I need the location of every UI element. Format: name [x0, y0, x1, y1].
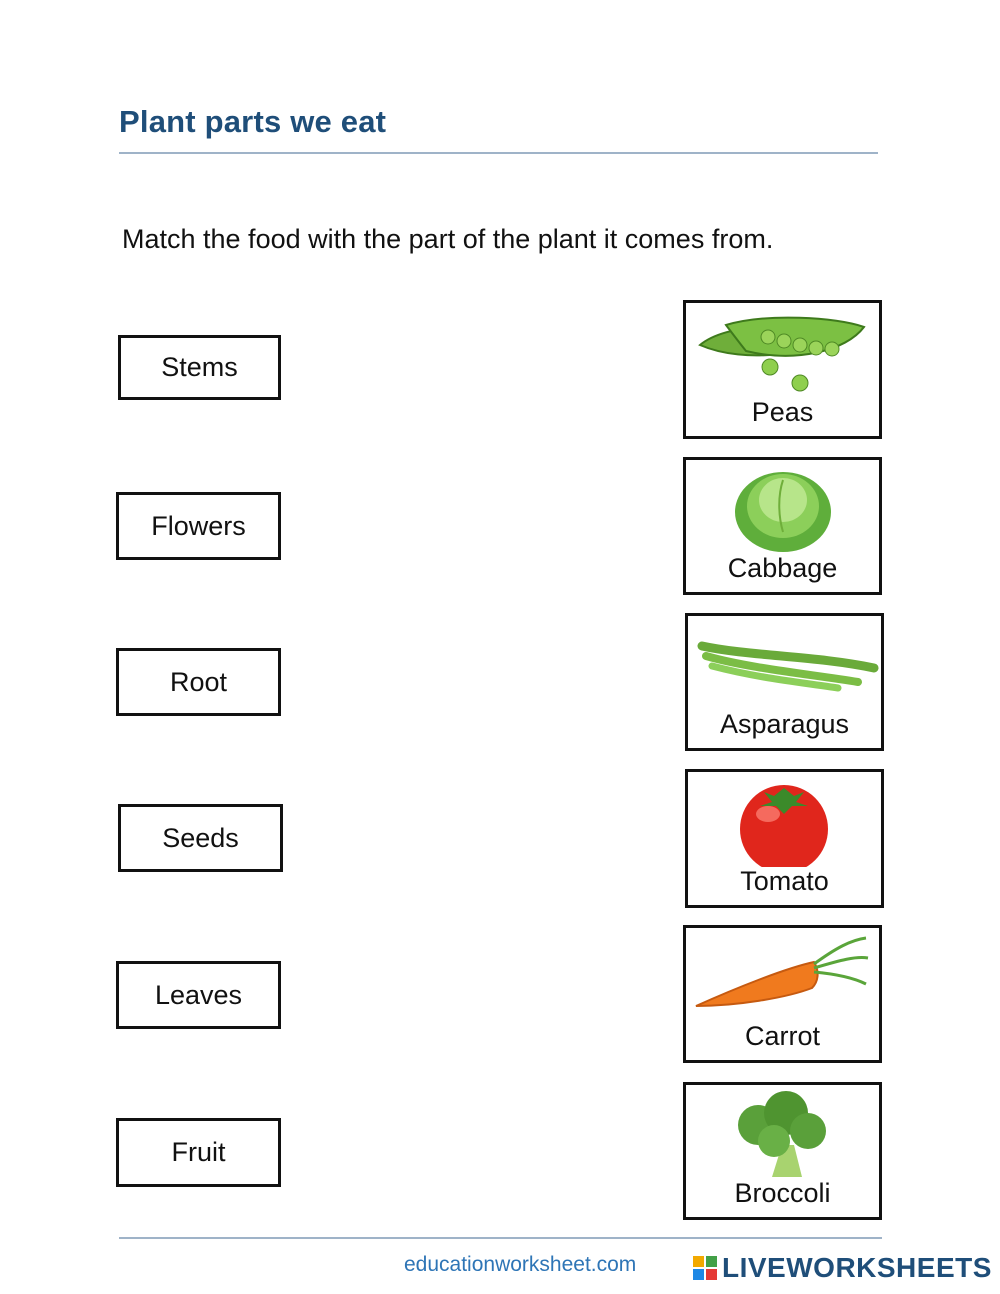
part-box-fruit[interactable]: Fruit — [116, 1118, 281, 1187]
header-divider — [119, 152, 878, 154]
food-label: Peas — [751, 397, 814, 427]
tomato-icon — [688, 772, 881, 867]
cabbage-icon — [686, 460, 879, 555]
food-card-cabbage[interactable] — [683, 457, 882, 595]
part-box-stems[interactable]: Stems — [118, 335, 281, 400]
food-card-carrot[interactable] — [683, 925, 882, 1063]
brand-logo[interactable] — [692, 1252, 992, 1284]
part-box-flowers[interactable]: Flowers — [116, 492, 281, 560]
food-label: Tomato — [740, 866, 829, 896]
carrot-icon — [686, 928, 879, 1023]
footer-divider — [119, 1237, 882, 1239]
food-card-asparagus[interactable] — [685, 613, 884, 751]
part-box-leaves[interactable]: Leaves — [116, 961, 281, 1029]
asparagus-icon — [688, 616, 881, 711]
food-card-peas[interactable] — [683, 300, 882, 439]
brand-name: LIVEWORKSHEETS — [722, 1252, 992, 1283]
food-card-tomato[interactable] — [685, 769, 884, 908]
food-label: Asparagus — [719, 709, 850, 739]
grid-icon — [692, 1255, 718, 1281]
part-box-seeds[interactable]: Seeds — [118, 804, 283, 872]
food-label: Carrot — [744, 1021, 820, 1051]
food-label: Broccoli — [734, 1178, 831, 1208]
food-card-broccoli[interactable] — [683, 1082, 882, 1220]
page-title: Plant parts we eat — [119, 104, 387, 139]
instructions-text: Match the food with the part of the plant it comes from. — [122, 224, 774, 254]
footer-site-link[interactable]: educationworksheet.com — [404, 1253, 637, 1276]
broccoli-icon — [686, 1085, 879, 1180]
peas-icon — [686, 303, 879, 398]
food-label: Cabbage — [727, 553, 838, 583]
part-box-root[interactable]: Root — [116, 648, 281, 716]
